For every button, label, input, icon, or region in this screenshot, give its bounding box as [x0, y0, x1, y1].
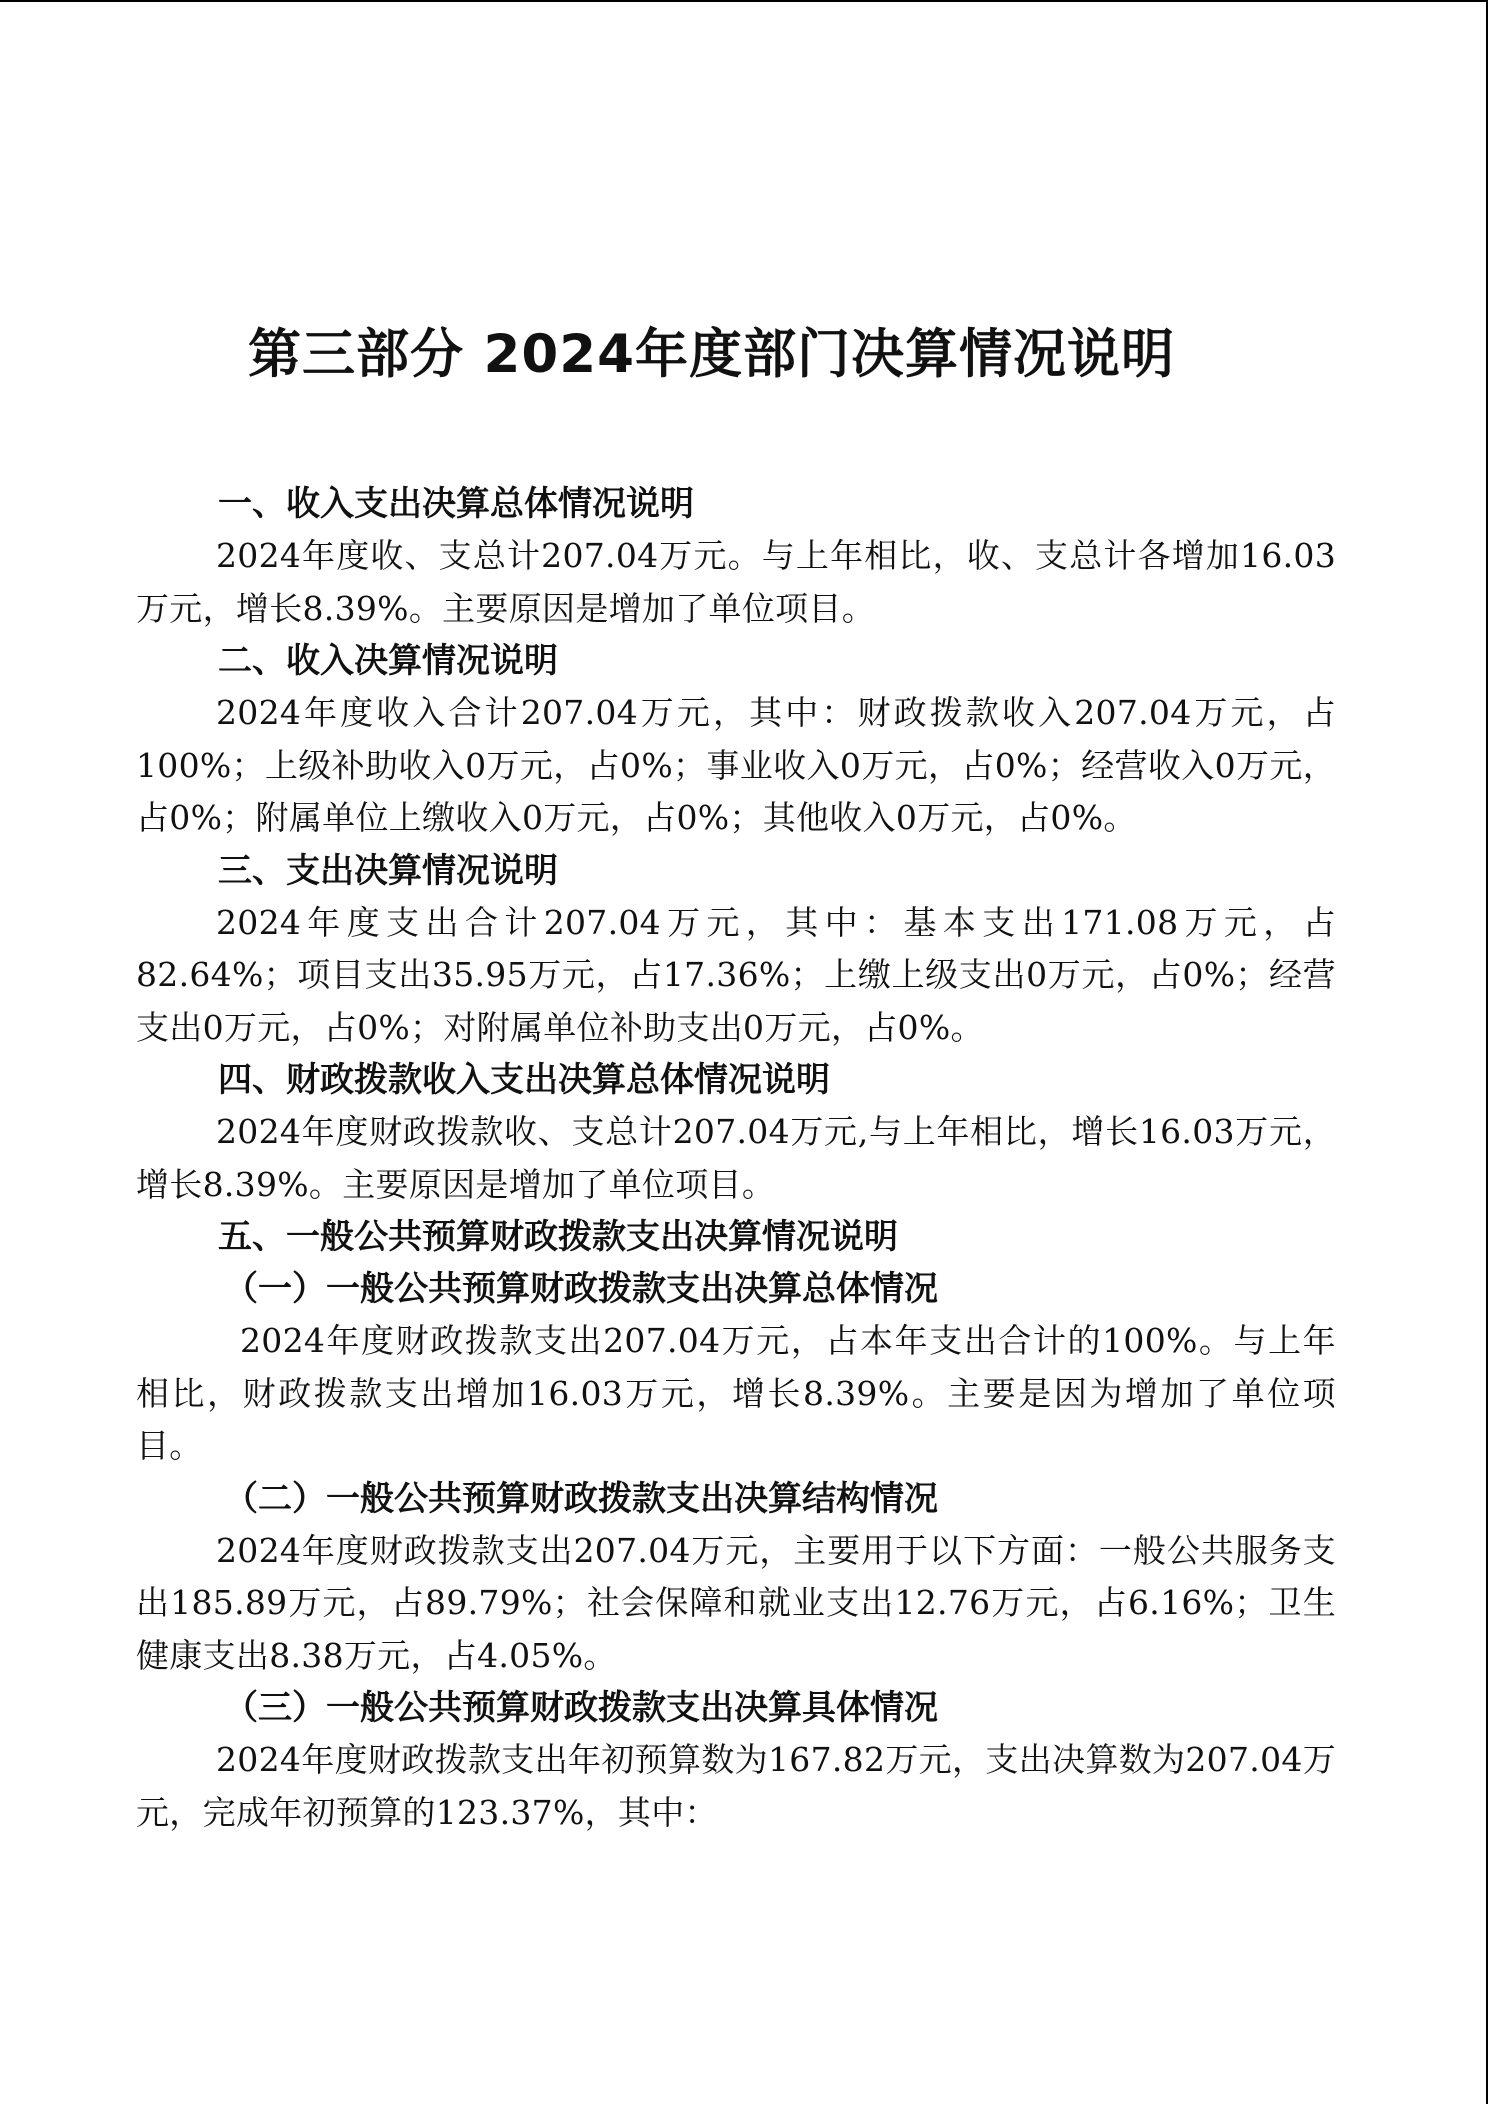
page-border-top	[0, 0, 1488, 2]
section-heading-general-public-budget: 五、一般公共预算财政拨款支出决算情况说明	[218, 1217, 898, 1257]
section-heading-income-expense-overview: 一、收入支出决算总体情况说明	[218, 484, 694, 524]
section-heading-income: 二、收入决算情况说明	[218, 641, 558, 681]
section-text-fiscal-appropriation-overview: 2024年度财政拨款收、支总计207.04万元,与上年相比，增长16.03万元，增长8.39%。主要原因是增加了单位项目。	[136, 1112, 1336, 1204]
subsection-heading-structure: （二）一般公共预算财政拨款支出决算结构情况	[224, 1478, 938, 1519]
page-title: 第三部分 2024年度部门决算情况说明	[248, 324, 1175, 385]
section-heading-expense: 三、支出决算情况说明	[218, 850, 558, 891]
document-body	[136, 320, 1336, 1839]
section-text-expense: 2024年度支出合计207.04万元，其中：基本支出171.08万元，占82.64%；项目支出35.95万元，占17.36%；上缴上级支出0万元，占0%；经营支出0万元，占0%；对附属单位补助支出0万元，占0%。	[136, 902, 1336, 1047]
section-heading-fiscal-appropriation-overview: 四、财政拨款收入支出决算总体情况说明	[218, 1060, 830, 1100]
subsection-heading-overall: （一）一般公共预算财政拨款支出决算总体情况	[224, 1269, 938, 1309]
subsection-heading-details: （三）一般公共预算财政拨款支出决算具体情况	[224, 1688, 938, 1728]
section-text-income: 2024年度收入合计207.04万元，其中：财政拨款收入207.04万元，占100%；上级补助收入0万元，占0%；事业收入0万元，占0%；经营收入0万元，占0%；附属单位上缴收入0万元，占0%；其他收入0万元，占0%。	[136, 693, 1336, 837]
subsection-text-details: 2024年度财政拨款支出年初预算数为167.82万元，支出决算数为207.04万元，完成年初预算的123.37%，其中：	[136, 1740, 1336, 1832]
section-text-income-expense-overview: 2024年度收、支总计207.04万元。与上年相比，收、支总计各增加16.03万元，增长8.39%。主要原因是增加了单位项目。	[136, 536, 1336, 628]
subsection-text-structure: 2024年度财政拨款支出207.04万元，主要用于以下方面：一般公共服务支出185.89万元，占89.79%；社会保障和就业支出12.76万元，占6.16%；卫生健康支出8.38万元，占4.05%。	[136, 1530, 1336, 1675]
subsection-text-overall: 2024年度财政拨款支出207.04万元，占本年支出合计的100%。与上年相比，财政拨款支出增加16.03万元，增长8.39%。主要是因为增加了单位项目。	[136, 1321, 1336, 1465]
